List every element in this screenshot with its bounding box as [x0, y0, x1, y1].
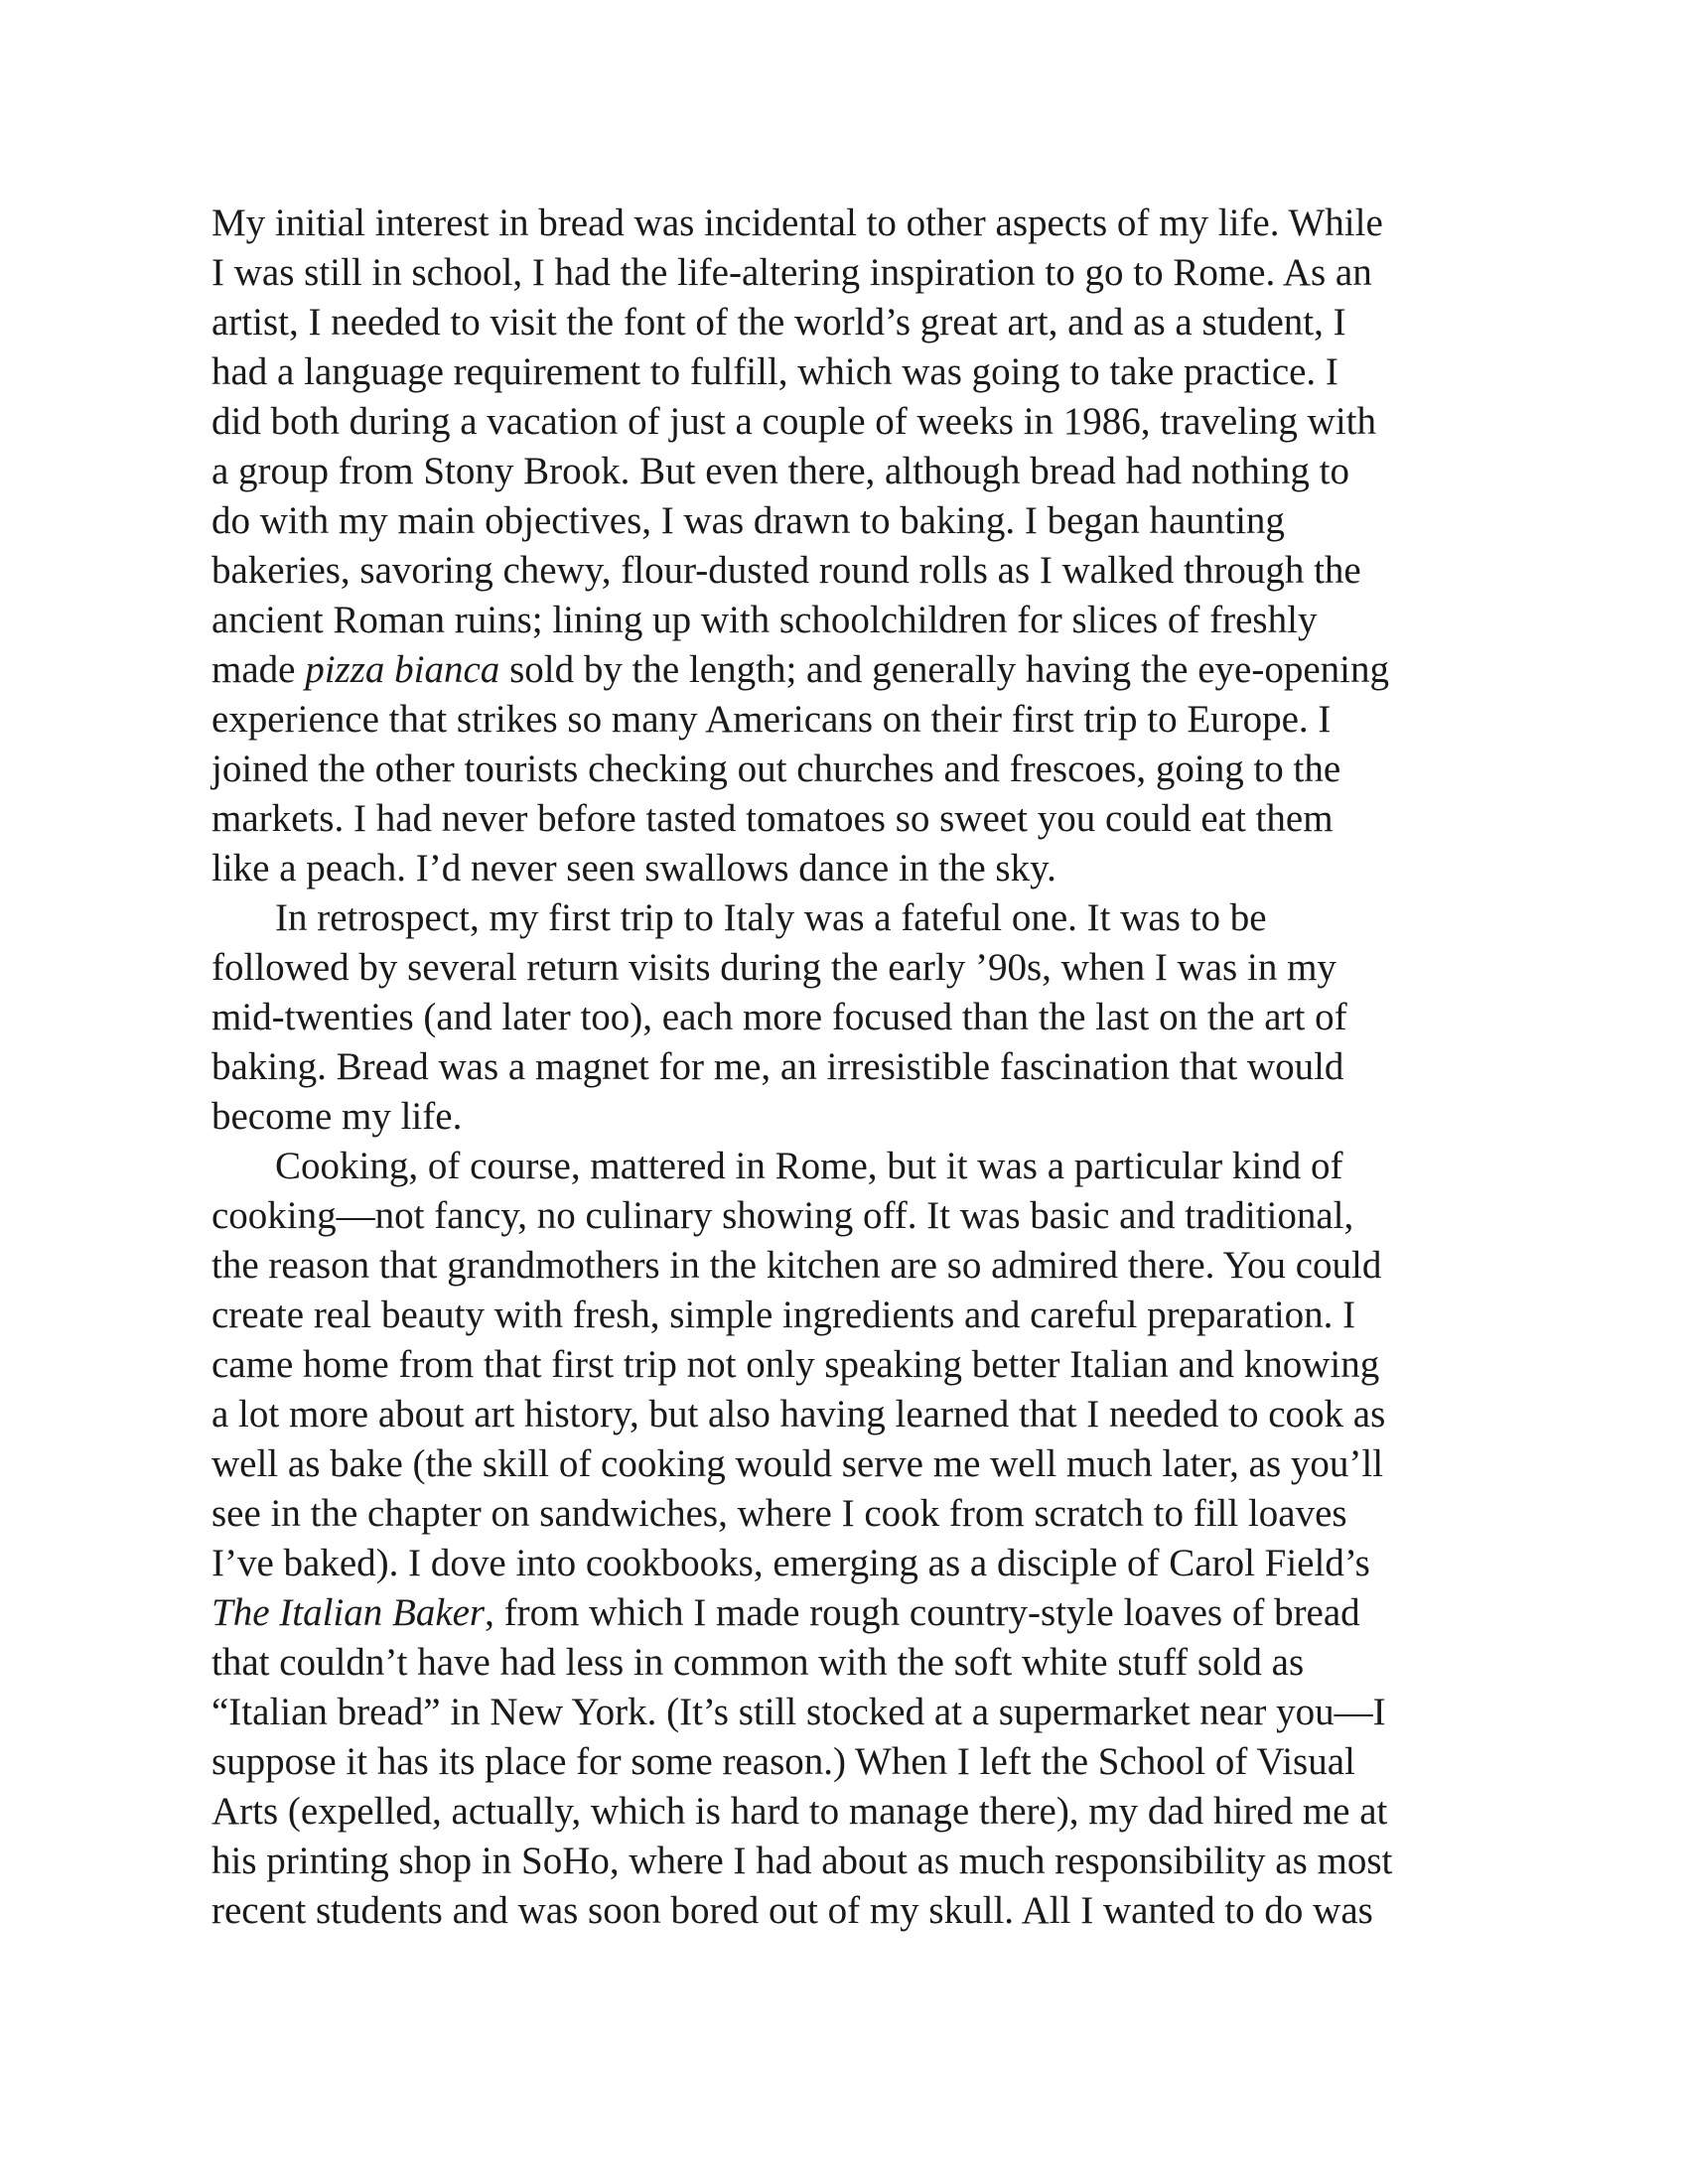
- text-segment: ancient Roman ruins; lining up with schoolchildren for slices of freshly: [211, 599, 1318, 641]
- text-segment: do with my main objectives, I was drawn to baking. I began haunting: [211, 499, 1285, 542]
- text-line: [211, 844, 1492, 893]
- text-line: [211, 1241, 1492, 1291]
- text-segment: recent students and was soon bored out of my skull. All I wanted to do was: [211, 1889, 1373, 1932]
- text-segment: his printing shop in SoHo, where I had about as much responsibility as most: [211, 1840, 1393, 1882]
- text-line: [211, 1837, 1492, 1886]
- text-segment: like a peach. I’d never seen swallows dance in the sky.: [211, 847, 1056, 889]
- text-segment: artist, I needed to visit the font of the world’s great art, and as a student, I: [211, 301, 1346, 343]
- text-segment: that couldn’t have had less in common with the soft white stuff sold as: [211, 1641, 1305, 1684]
- text-segment: the reason that grandmothers in the kitchen are so admired there. You could: [211, 1244, 1382, 1287]
- text-line: [211, 1142, 1492, 1191]
- text-segment: I’ve baked). I dove into cookbooks, emerging as a disciple of Carol Field’s: [211, 1542, 1370, 1584]
- text-segment: did both during a vacation of just a couple of weeks in 1986, traveling with: [211, 400, 1376, 443]
- text-line: [211, 496, 1492, 546]
- text-line: [211, 1886, 1492, 1936]
- text-segment: My initial interest in bread was incidental to other aspects of my life. While: [211, 202, 1383, 244]
- text-segment: In retrospect, my first trip to Italy was a fateful one. It was to be: [275, 896, 1267, 939]
- text-line: [211, 248, 1492, 298]
- text-segment: mid-twenties (and later too), each more focused than the last on the art of: [211, 996, 1347, 1038]
- text-line: [211, 1489, 1492, 1539]
- text-line: [211, 1291, 1492, 1340]
- text-line: [211, 1439, 1492, 1489]
- text-line: [211, 1787, 1492, 1837]
- text-line: [211, 447, 1492, 496]
- text-segment: a lot more about art history, but also having learned that I needed to cook as: [211, 1393, 1386, 1435]
- text-line: [211, 1390, 1492, 1439]
- text-line: [211, 794, 1492, 844]
- text-line: [211, 1688, 1492, 1737]
- text-line: [211, 1092, 1492, 1142]
- text-segment: experience that strikes so many Americans on their first trip to Europe. I: [211, 698, 1332, 741]
- text-segment: markets. I had never before tasted tomatoes so sweet you could eat them: [211, 797, 1334, 840]
- text-line: [211, 1588, 1492, 1638]
- text-segment: came home from that first trip not only speaking better Italian and knowing: [211, 1343, 1380, 1386]
- text-segment: followed by several return visits during the early ’90s, when I was in my: [211, 946, 1336, 989]
- text-segment: made: [211, 648, 306, 691]
- text-segment: become my life.: [211, 1095, 463, 1138]
- text-line: [211, 199, 1492, 248]
- paragraph: [211, 1142, 1492, 1936]
- text-line: [211, 1539, 1492, 1588]
- text-line: [211, 1191, 1492, 1241]
- text-segment: a group from Stony Brook. But even there, although bread had nothing to: [211, 450, 1349, 492]
- text-segment: bakeries, savoring chewy, flour-dusted round rolls as I walked through the: [211, 549, 1361, 592]
- text-line: [211, 596, 1492, 645]
- paragraph: [211, 199, 1492, 893]
- text-line: [211, 546, 1492, 596]
- text-segment: joined the other tourists checking out churches and frescoes, going to the: [211, 748, 1341, 790]
- text-line: [211, 1340, 1492, 1390]
- text-segment: , from which I made rough country-style loaves of bread: [485, 1591, 1360, 1634]
- text-segment: create real beauty with fresh, simple ingredients and careful preparation. I: [211, 1294, 1356, 1336]
- text-segment: I was still in school, I had the life-altering inspiration to go to Rome. As an: [211, 251, 1372, 294]
- text-segment: suppose it has its place for some reason.) When I left the School of Visual: [211, 1740, 1355, 1783]
- text-segment: well as bake (the skill of cooking would serve me well much later, as you’ll: [211, 1442, 1384, 1485]
- text-line: [211, 1737, 1492, 1787]
- text-line: [211, 397, 1492, 447]
- text-segment: cooking—not fancy, no culinary showing off. It was basic and traditional,: [211, 1194, 1354, 1237]
- text-line: [211, 1042, 1492, 1092]
- text-line: [211, 695, 1492, 745]
- text-segment: had a language requirement to fulfill, which was going to take practice. I: [211, 350, 1338, 393]
- text-segment: see in the chapter on sandwiches, where I cook from scratch to fill loaves: [211, 1492, 1347, 1535]
- text-line: [211, 298, 1492, 347]
- text-line: [211, 943, 1492, 993]
- text-line: [211, 745, 1492, 794]
- body-text: [211, 199, 1492, 1936]
- text-segment: Arts (expelled, actually, which is hard to manage there), my dad hired me at: [211, 1790, 1388, 1833]
- italic-title-text: The Italian Baker: [211, 1591, 486, 1634]
- text-segment: baking. Bread was a magnet for me, an irresistible fascination that would: [211, 1045, 1344, 1088]
- text-line: [211, 1638, 1492, 1688]
- text-segment: sold by the length; and generally having the eye-opening: [499, 648, 1389, 691]
- text-line: [211, 993, 1492, 1042]
- text-segment: “Italian bread” in New York. (It’s still stocked at a supermarket near you—I: [211, 1691, 1386, 1733]
- text-line: [211, 645, 1492, 695]
- text-line: [211, 347, 1492, 397]
- text-segment: Cooking, of course, mattered in Rome, but it was a particular kind of: [275, 1145, 1343, 1187]
- paragraph: [211, 893, 1492, 1142]
- text-line: [211, 893, 1492, 943]
- italic-title-text: pizza bianca: [305, 648, 500, 691]
